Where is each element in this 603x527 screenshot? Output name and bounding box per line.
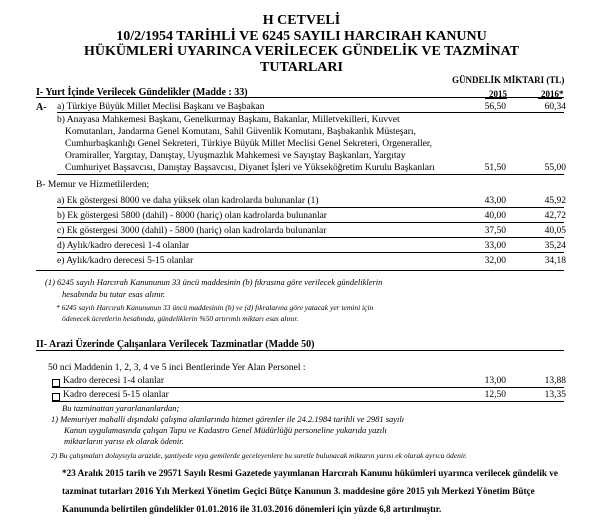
section1-rule [36, 97, 564, 98]
section-a-item-b-line1: b) Anayasa Mahkemesi Başkanı, Genelkurmay Başkanı, Bakanlar, Milletvekilleri, Kuvvet [57, 115, 400, 125]
section2-title: II- Arazi Üzerinde Çalışanlara Verilecek Tazminatlar (Madde 50) [36, 339, 315, 350]
section2-row2-2015: 12,50 [484, 390, 506, 400]
checkbox-kadro-1-4 [52, 379, 60, 387]
row-rule [52, 387, 564, 388]
amount-column-header: GÜNDELİK MİKTARI (TL) [452, 75, 565, 85]
section-b-item-c-2016: 40,05 [544, 226, 566, 236]
section-b-item-a-2015: 43,00 [484, 196, 506, 206]
section1-note2-line2: ödenecek ücretlerin hesabında, gündeliklerin %50 artırımlı miktarı esas alınır. [62, 314, 299, 323]
section1-title: I- Yurt İçinde Verilecek Gündelikler (Madde : 33) [36, 87, 248, 98]
row-rule [52, 401, 564, 402]
section-b-item-d-2015: 33,00 [484, 241, 506, 251]
section-b-title: B- Memur ve Hizmetlilerden; [36, 180, 150, 190]
row-rule [57, 207, 564, 208]
section-a-item-b-line3: Cumhurbaşkanlığı Genel Sekreteri, Türkiye Büyük Millet Meclisi Genel Sekreteri, Orgeneraller, [65, 139, 433, 149]
section-b-item-d: d) Aylık/kadro derecesi 1-4 olanlar [57, 241, 190, 251]
section-b-item-d-2016: 35,24 [544, 241, 566, 251]
section1-bottom-rule [36, 270, 564, 271]
section-b-item-e: e) Aylık/kadro derecesi 5-15 olanlar [57, 256, 194, 266]
section-a-item-b-2015: 51,50 [484, 163, 506, 173]
section-b-item-c: c) Ek göstergesi 3000 (dahil) - 5800 (hariç) olan kadrolarda bulunanlar [57, 226, 327, 236]
section2-row1-label: Kadro derecesi 1-4 olanlar [63, 376, 165, 386]
row-rule [57, 174, 564, 175]
section2-note1-line3: miktarların yarısı ek olarak ödenir. [64, 436, 184, 446]
section2-row1-2015: 13,00 [484, 376, 506, 386]
header-underline-2015 [485, 98, 507, 99]
section-a-item-b-line2: Komutanları, Jandarma Genel Komutanı, Sahil Güvenlik Komutanı, Başbakanlık Müsteşarı, [65, 127, 416, 137]
section2-note2: 2) Bu çalışmaları dolaysıyla arazide, şantiyede veya gemilerde geceleyenlere bu suretle bulunacak miktarın yarısı ek olarak ayrıca ödenir. [51, 451, 467, 460]
section-b-item-a-2016: 45,92 [544, 196, 566, 206]
section1-note1-line1: (1) 6245 sayılı Harcırah Kanununun 33 üncü maddesinin (b) fıkrasına göre verilecek gündeliklerin [45, 277, 383, 287]
document-title: H CETVELİ [262, 13, 341, 28]
section2-row1-2016: 13,88 [544, 376, 566, 386]
section-b-item-e-2016: 34,18 [544, 256, 566, 266]
section-a-item-a-2016: 60,34 [544, 102, 566, 112]
section-b-item-b-2016: 42,72 [544, 211, 566, 221]
col-2015-header: 2015 [489, 89, 507, 99]
section-b-item-b: b) Ek göstergesi 5800 (dahil) - 8000 (hariç) olan kadrolarda bulunanlar [57, 211, 327, 221]
document-subtitle-line2: HÜKÜMLERİ UYARINCA VERİLECEK GÜNDELİK VE TAZMİNAT [84, 44, 519, 59]
checkbox-kadro-5-15 [52, 393, 60, 401]
section2-row2-2016: 13,35 [544, 390, 566, 400]
section2-row2-label: Kadro derecesi 5-15 olanlar [63, 390, 169, 400]
footnote-line2: tazminat tutarları 2016 Yılı Merkezi Yönetim Geçici Bütçe Kanunun 3. maddesine göre 2015 yılı Merkezi Yönetim Bütçe [62, 486, 535, 496]
section-b-item-a: a) Ek göstergesi 8000 ve daha yüksek olan kadrolarda bulunanlar (1) [57, 196, 319, 206]
section-b-item-b-2015: 40,00 [484, 211, 506, 221]
section-b-item-c-2015: 37,50 [484, 226, 506, 236]
section1-note2-line1: * 6245 sayılı Harcırah Kanununun 33 üncü maddesinin (b) ve (d) fıkralarına göre yatacak yer temini için [56, 303, 374, 312]
section-a-label: A- [36, 102, 47, 113]
document-subtitle-line3: TUTARLARI [260, 60, 343, 75]
section-a-item-b-line4: Oramiraller, Yargıtay, Danıştay, Uyuşmazlık Mahkemesi ve Sayıştay Başkanları, Yargıtay [65, 151, 406, 161]
section2-note1-line1: 1) Memuriyet mahalli dışındaki çalışma alanlarında hizmet görenler ile 24.2.1984 tarihli ve 2981 sayılı [51, 414, 405, 424]
header-underline-2016 [538, 98, 562, 99]
section2-intro: 50 nci Maddenin 1, 2, 3, 4 ve 5 inci Bentlerinde Yer Alan Personel : [48, 363, 306, 373]
section-a-item-a-2015: 56,50 [484, 102, 506, 112]
footnote-line3: Kanununda belirtilen gündelikler 01.01.2016 ile 31.03.2016 dönemleri için yüzde 6,8 artırılmıştır. [62, 504, 442, 514]
section-b-item-e-2015: 32,00 [484, 256, 506, 266]
row-rule [57, 252, 564, 253]
footnote-line1: *23 Aralık 2015 tarih ve 29571 Sayılı Resmi Gazetede yayımlanan Harcırah Kanunu hükümleri uyarınca verilecek gündelik ve [62, 468, 558, 478]
section-a-item-b-2016: 55,00 [544, 163, 566, 173]
section2-subnote: Bu tazminattan yararlananlardan; [62, 403, 180, 413]
section1-note1-line2: hesabında bu tutar esas alınır. [62, 289, 166, 299]
document-subtitle-line1: 10/2/1954 TARİHLİ VE 6245 SAYILI HARCIRAH KANUNU [116, 29, 487, 44]
col-2016-header: 2016* [541, 89, 564, 99]
section-a-item-b-line5: Cumhuriyet Başsavcısı, Danıştay Başsavcısı, Diyanet İşleri ve Yükseköğretim Kurulu Başkanları [65, 163, 435, 173]
row-rule [57, 237, 564, 238]
section2-rule [36, 350, 564, 351]
row-rule [57, 112, 564, 113]
section-a-item-a: a) Türkiye Büyük Millet Meclisi Başkanı ve Başbakan [57, 102, 265, 112]
section2-note1-line2: Kanun uygulamasında çalışan Tapu ve Kadastro Genel Müdürlüğü personeline yukarıda yazılı [64, 425, 387, 435]
row-rule [57, 222, 564, 223]
